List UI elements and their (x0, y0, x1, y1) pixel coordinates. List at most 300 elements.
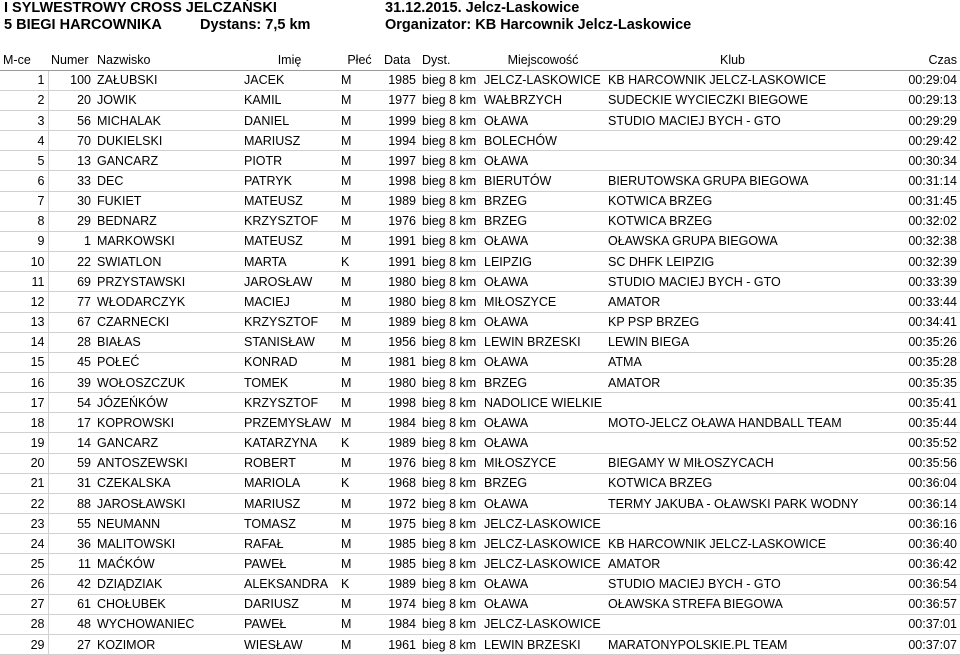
time-cell: 00:35:56 (860, 453, 960, 473)
birthyear-cell: 1991 (381, 231, 419, 251)
club-cell: AMATOR (605, 554, 860, 574)
number-cell: 45 (48, 352, 94, 372)
number-cell: 54 (48, 393, 94, 413)
birthyear-cell: 1984 (381, 413, 419, 433)
place-cell: 13 (0, 312, 48, 332)
birthyear-cell: 1975 (381, 514, 419, 534)
surname-cell: DUKIELSKI (94, 131, 241, 151)
firstname-cell: KAMIL (241, 90, 338, 110)
city-cell: NADOLICE WIELKIE (481, 393, 605, 413)
number-cell: 48 (48, 614, 94, 634)
sex-cell: M (338, 614, 381, 634)
number-cell: 42 (48, 574, 94, 594)
club-cell: MARATONYPOLSKIE.PL TEAM (605, 635, 860, 655)
sex-cell: M (338, 393, 381, 413)
club-cell (605, 131, 860, 151)
number-cell: 88 (48, 493, 94, 513)
firstname-cell: DARIUSZ (241, 594, 338, 614)
distance-cell: bieg 8 km (419, 574, 481, 594)
number-cell: 59 (48, 453, 94, 473)
sex-cell: K (338, 473, 381, 493)
number-cell: 67 (48, 312, 94, 332)
firstname-cell: ROBERT (241, 453, 338, 473)
time-cell: 00:36:42 (860, 554, 960, 574)
surname-cell: WYCHOWANIEC (94, 614, 241, 634)
place-cell: 21 (0, 473, 48, 493)
firstname-cell: MARTA (241, 252, 338, 272)
results-body (0, 70, 960, 655)
place-cell: 17 (0, 393, 48, 413)
firstname-cell: WIESŁAW (241, 635, 338, 655)
surname-cell: KOPROWSKI (94, 413, 241, 433)
sex-cell: M (338, 332, 381, 352)
birthyear-cell: 1972 (381, 493, 419, 513)
birthyear-cell: 1984 (381, 614, 419, 634)
surname-cell: DEC (94, 171, 241, 191)
birthyear-cell: 1985 (381, 70, 419, 90)
number-cell: 14 (48, 433, 94, 453)
city-cell: OŁAWA (481, 110, 605, 130)
number-cell: 22 (48, 252, 94, 272)
city-cell: JELCZ-LASKOWICE (481, 534, 605, 554)
col-header-sex: Płeć (338, 50, 381, 70)
firstname-cell: TOMASZ (241, 514, 338, 534)
city-cell: OŁAWA (481, 574, 605, 594)
time-cell: 00:33:39 (860, 272, 960, 292)
city-cell: OŁAWA (481, 151, 605, 171)
firstname-cell: JACEK (241, 70, 338, 90)
birthyear-cell: 1999 (381, 110, 419, 130)
place-cell: 10 (0, 252, 48, 272)
time-cell: 00:33:44 (860, 292, 960, 312)
sex-cell: M (338, 453, 381, 473)
club-cell: KOTWICA BRZEG (605, 473, 860, 493)
birthyear-cell: 1956 (381, 332, 419, 352)
surname-cell: GANCARZ (94, 433, 241, 453)
table-row (0, 272, 960, 292)
birthyear-cell: 1981 (381, 352, 419, 372)
city-cell: BOLECHÓW (481, 131, 605, 151)
number-cell: 69 (48, 272, 94, 292)
firstname-cell: KRZYSZTOF (241, 211, 338, 231)
number-cell: 27 (48, 635, 94, 655)
time-cell: 00:29:29 (860, 110, 960, 130)
time-cell: 00:34:41 (860, 312, 960, 332)
surname-cell: PRZYSTAWSKI (94, 272, 241, 292)
city-cell: JELCZ-LASKOWICE (481, 70, 605, 90)
birthyear-cell: 1998 (381, 393, 419, 413)
surname-cell: ZAŁUBSKI (94, 70, 241, 90)
table-row (0, 211, 960, 231)
distance-cell: bieg 8 km (419, 151, 481, 171)
surname-cell: CHOŁUBEK (94, 594, 241, 614)
table-row (0, 554, 960, 574)
firstname-cell: PAWEŁ (241, 554, 338, 574)
table-row (0, 534, 960, 554)
place-cell: 27 (0, 594, 48, 614)
birthyear-cell: 1989 (381, 574, 419, 594)
number-cell: 29 (48, 211, 94, 231)
table-row (0, 393, 960, 413)
place-cell: 9 (0, 231, 48, 251)
event-title: I SYLWESTROWY CROSS JELCZAŃSKI (4, 0, 277, 16)
firstname-cell: PRZEMYSŁAW (241, 413, 338, 433)
distance-cell: bieg 8 km (419, 191, 481, 211)
time-cell: 00:32:39 (860, 252, 960, 272)
table-row (0, 171, 960, 191)
surname-cell: BIAŁAS (94, 332, 241, 352)
time-cell: 00:36:16 (860, 514, 960, 534)
number-cell: 100 (48, 70, 94, 90)
city-cell: WAŁBRZYCH (481, 90, 605, 110)
club-cell: AMATOR (605, 292, 860, 312)
firstname-cell: MARIOLA (241, 473, 338, 493)
firstname-cell: RAFAŁ (241, 534, 338, 554)
birthyear-cell: 1974 (381, 594, 419, 614)
time-cell: 00:35:35 (860, 373, 960, 393)
sex-cell: K (338, 433, 381, 453)
firstname-cell: KRZYSZTOF (241, 393, 338, 413)
city-cell: JELCZ-LASKOWICE (481, 614, 605, 634)
birthyear-cell: 1985 (381, 554, 419, 574)
number-cell: 1 (48, 231, 94, 251)
distance-cell: bieg 8 km (419, 493, 481, 513)
place-cell: 15 (0, 352, 48, 372)
sex-cell: M (338, 231, 381, 251)
place-cell: 23 (0, 514, 48, 534)
sex-cell: M (338, 312, 381, 332)
place-cell: 18 (0, 413, 48, 433)
sex-cell: M (338, 413, 381, 433)
distance-cell: bieg 8 km (419, 534, 481, 554)
sex-cell: M (338, 191, 381, 211)
firstname-cell: PATRYK (241, 171, 338, 191)
distance-cell: bieg 8 km (419, 413, 481, 433)
event-date-place: 31.12.2015. Jelcz-Laskowice (385, 0, 580, 16)
table-row (0, 131, 960, 151)
distance-cell: bieg 8 km (419, 453, 481, 473)
time-cell: 00:36:57 (860, 594, 960, 614)
table-row (0, 292, 960, 312)
firstname-cell: MACIEJ (241, 292, 338, 312)
table-row (0, 413, 960, 433)
number-cell: 61 (48, 594, 94, 614)
club-cell: KOTWICA BRZEG (605, 191, 860, 211)
birthyear-cell: 1961 (381, 635, 419, 655)
firstname-cell: DANIEL (241, 110, 338, 130)
sex-cell: M (338, 211, 381, 231)
birthyear-cell: 1976 (381, 211, 419, 231)
distance-cell: bieg 8 km (419, 110, 481, 130)
city-cell: BIERUTÓW (481, 171, 605, 191)
col-header-surname: Nazwisko (94, 50, 241, 70)
club-cell (605, 433, 860, 453)
surname-cell: SWIATLON (94, 252, 241, 272)
time-cell: 00:29:13 (860, 90, 960, 110)
city-cell: JELCZ-LASKOWICE (481, 554, 605, 574)
birthyear-cell: 1977 (381, 90, 419, 110)
time-cell: 00:32:38 (860, 231, 960, 251)
distance-cell: bieg 8 km (419, 473, 481, 493)
table-row (0, 614, 960, 634)
club-cell: ATMA (605, 352, 860, 372)
distance-cell: bieg 8 km (419, 90, 481, 110)
club-cell: STUDIO MACIEJ BYCH - GTO (605, 110, 860, 130)
time-cell: 00:31:14 (860, 171, 960, 191)
col-header-club: Klub (605, 50, 860, 70)
city-cell: OŁAWA (481, 493, 605, 513)
surname-cell: FUKIET (94, 191, 241, 211)
club-cell: LEWIN BIEGA (605, 332, 860, 352)
surname-cell: KOZIMOR (94, 635, 241, 655)
place-cell: 25 (0, 554, 48, 574)
distance-cell: bieg 8 km (419, 292, 481, 312)
surname-cell: CZEKALSKA (94, 473, 241, 493)
number-cell: 11 (48, 554, 94, 574)
birthyear-cell: 1989 (381, 191, 419, 211)
place-cell: 1 (0, 70, 48, 90)
table-row (0, 373, 960, 393)
distance-cell: bieg 8 km (419, 312, 481, 332)
city-cell: MIŁOSZYCE (481, 453, 605, 473)
col-header-time: Czas (860, 50, 960, 70)
birthyear-cell: 1989 (381, 312, 419, 332)
number-cell: 56 (48, 110, 94, 130)
club-cell: BIEGAMY W MIŁOSZYCACH (605, 453, 860, 473)
table-row (0, 110, 960, 130)
sex-cell: M (338, 493, 381, 513)
surname-cell: NEUMANN (94, 514, 241, 534)
distance-cell: bieg 8 km (419, 594, 481, 614)
city-cell: OŁAWA (481, 272, 605, 292)
table-row (0, 70, 960, 90)
sex-cell: M (338, 131, 381, 151)
birthyear-cell: 1980 (381, 373, 419, 393)
distance-cell: bieg 8 km (419, 393, 481, 413)
table-row (0, 514, 960, 534)
distance-cell: bieg 8 km (419, 614, 481, 634)
sex-cell: M (338, 534, 381, 554)
firstname-cell: MARIUSZ (241, 493, 338, 513)
sex-cell: M (338, 90, 381, 110)
number-cell: 28 (48, 332, 94, 352)
place-cell: 24 (0, 534, 48, 554)
city-cell: OŁAWA (481, 413, 605, 433)
surname-cell: JOWIK (94, 90, 241, 110)
table-row (0, 453, 960, 473)
table-row (0, 151, 960, 171)
place-cell: 22 (0, 493, 48, 513)
number-cell: 36 (48, 534, 94, 554)
club-cell: AMATOR (605, 373, 860, 393)
time-cell: 00:37:01 (860, 614, 960, 634)
number-cell: 33 (48, 171, 94, 191)
table-row (0, 635, 960, 655)
birthyear-cell: 1994 (381, 131, 419, 151)
city-cell: BRZEG (481, 473, 605, 493)
surname-cell: JÓZEŃKÓW (94, 393, 241, 413)
city-cell: OŁAWA (481, 231, 605, 251)
surname-cell: GANCARZ (94, 151, 241, 171)
birthyear-cell: 1991 (381, 252, 419, 272)
time-cell: 00:36:04 (860, 473, 960, 493)
time-cell: 00:36:40 (860, 534, 960, 554)
club-cell: OŁAWSKA GRUPA BIEGOWA (605, 231, 860, 251)
distance-cell: bieg 8 km (419, 352, 481, 372)
surname-cell: ANTOSZEWSKI (94, 453, 241, 473)
surname-cell: CZARNECKI (94, 312, 241, 332)
distance-cell: bieg 8 km (419, 514, 481, 534)
sex-cell: M (338, 352, 381, 372)
table-row (0, 352, 960, 372)
city-cell: LEWIN BRZESKI (481, 635, 605, 655)
distance-cell: bieg 8 km (419, 272, 481, 292)
distance-cell: bieg 8 km (419, 635, 481, 655)
firstname-cell: MARIUSZ (241, 131, 338, 151)
organizer-label: Organizator: KB Harcownik Jelcz-Laskowice (385, 17, 692, 33)
city-cell: JELCZ-LASKOWICE (481, 514, 605, 534)
birthyear-cell: 1997 (381, 151, 419, 171)
place-cell: 16 (0, 373, 48, 393)
number-cell: 13 (48, 151, 94, 171)
event-subtitle: 5 BIEGI HARCOWNIKA (4, 17, 162, 33)
time-cell: 00:29:04 (860, 70, 960, 90)
place-cell: 5 (0, 151, 48, 171)
city-cell: OŁAWA (481, 352, 605, 372)
club-cell (605, 514, 860, 534)
club-cell: SUDECKIE WYCIECZKI BIEGOWE (605, 90, 860, 110)
time-cell: 00:36:14 (860, 493, 960, 513)
place-cell: 8 (0, 211, 48, 231)
club-cell: OŁAWSKA STREFA BIEGOWA (605, 594, 860, 614)
table-row (0, 493, 960, 513)
club-cell: KB HARCOWNIK JELCZ-LASKOWICE (605, 70, 860, 90)
firstname-cell: PIOTR (241, 151, 338, 171)
time-cell: 00:32:02 (860, 211, 960, 231)
club-cell: TERMY JAKUBA - OŁAWSKI PARK WODNY (605, 493, 860, 513)
city-cell: OŁAWA (481, 312, 605, 332)
distance-cell: bieg 8 km (419, 70, 481, 90)
place-cell: 11 (0, 272, 48, 292)
table-row (0, 332, 960, 352)
city-cell: LEWIN BRZESKI (481, 332, 605, 352)
sex-cell: K (338, 252, 381, 272)
table-row (0, 574, 960, 594)
distance-cell: bieg 8 km (419, 332, 481, 352)
city-cell: BRZEG (481, 211, 605, 231)
time-cell: 00:36:54 (860, 574, 960, 594)
firstname-cell: MATEUSZ (241, 231, 338, 251)
club-cell: MOTO-JELCZ OŁAWA HANDBALL TEAM (605, 413, 860, 433)
surname-cell: DZIĄDZIAK (94, 574, 241, 594)
table-row (0, 473, 960, 493)
number-cell: 31 (48, 473, 94, 493)
firstname-cell: STANISŁAW (241, 332, 338, 352)
sex-cell: M (338, 554, 381, 574)
surname-cell: MICHALAK (94, 110, 241, 130)
birthyear-cell: 1976 (381, 453, 419, 473)
club-cell: KOTWICA BRZEG (605, 211, 860, 231)
club-cell: KP PSP BRZEG (605, 312, 860, 332)
surname-cell: WOŁOSZCZUK (94, 373, 241, 393)
sex-cell: M (338, 514, 381, 534)
place-cell: 19 (0, 433, 48, 453)
surname-cell: MALITOWSKI (94, 534, 241, 554)
surname-cell: BEDNARZ (94, 211, 241, 231)
club-cell: BIERUTOWSKA GRUPA BIEGOWA (605, 171, 860, 191)
time-cell: 00:35:28 (860, 352, 960, 372)
club-cell: STUDIO MACIEJ BYCH - GTO (605, 574, 860, 594)
sex-cell: M (338, 110, 381, 130)
time-cell: 00:37:07 (860, 635, 960, 655)
club-cell (605, 151, 860, 171)
table-row (0, 252, 960, 272)
number-cell: 30 (48, 191, 94, 211)
table-header-row (0, 50, 960, 70)
time-cell: 00:29:42 (860, 131, 960, 151)
number-cell: 39 (48, 373, 94, 393)
place-cell: 20 (0, 453, 48, 473)
surname-cell: WŁODARCZYK (94, 292, 241, 312)
sex-cell: M (338, 635, 381, 655)
sex-cell: M (338, 171, 381, 191)
time-cell: 00:35:44 (860, 413, 960, 433)
sex-cell: M (338, 292, 381, 312)
distance-cell: bieg 8 km (419, 231, 481, 251)
col-header-city: Miejscowość (481, 50, 605, 70)
place-cell: 3 (0, 110, 48, 130)
birthyear-cell: 1980 (381, 272, 419, 292)
col-header-firstname: Imię (241, 50, 338, 70)
birthyear-cell: 1980 (381, 292, 419, 312)
distance-cell: bieg 8 km (419, 554, 481, 574)
city-cell: OŁAWA (481, 433, 605, 453)
place-cell: 28 (0, 614, 48, 634)
city-cell: LEIPZIG (481, 252, 605, 272)
col-header-place: M-ce (0, 50, 48, 70)
firstname-cell: JAROSŁAW (241, 272, 338, 292)
sex-cell: M (338, 594, 381, 614)
distance-cell: bieg 8 km (419, 252, 481, 272)
table-row (0, 433, 960, 453)
firstname-cell: MATEUSZ (241, 191, 338, 211)
firstname-cell: KATARZYNA (241, 433, 338, 453)
city-cell: OŁAWA (481, 594, 605, 614)
club-cell (605, 393, 860, 413)
place-cell: 7 (0, 191, 48, 211)
place-cell: 29 (0, 635, 48, 655)
club-cell: SC DHFK LEIPZIG (605, 252, 860, 272)
birthyear-cell: 1985 (381, 534, 419, 554)
table-row (0, 312, 960, 332)
sex-cell: M (338, 151, 381, 171)
distance-cell: bieg 8 km (419, 131, 481, 151)
club-cell: KB HARCOWNIK JELCZ-LASKOWICE (605, 534, 860, 554)
place-cell: 14 (0, 332, 48, 352)
firstname-cell: TOMEK (241, 373, 338, 393)
surname-cell: MARKOWSKI (94, 231, 241, 251)
city-cell: BRZEG (481, 373, 605, 393)
distance-cell: bieg 8 km (419, 171, 481, 191)
birthyear-cell: 1989 (381, 433, 419, 453)
sex-cell: K (338, 574, 381, 594)
results-table (0, 50, 960, 655)
number-cell: 17 (48, 413, 94, 433)
time-cell: 00:31:45 (860, 191, 960, 211)
surname-cell: POŁEĆ (94, 352, 241, 372)
place-cell: 26 (0, 574, 48, 594)
number-cell: 70 (48, 131, 94, 151)
